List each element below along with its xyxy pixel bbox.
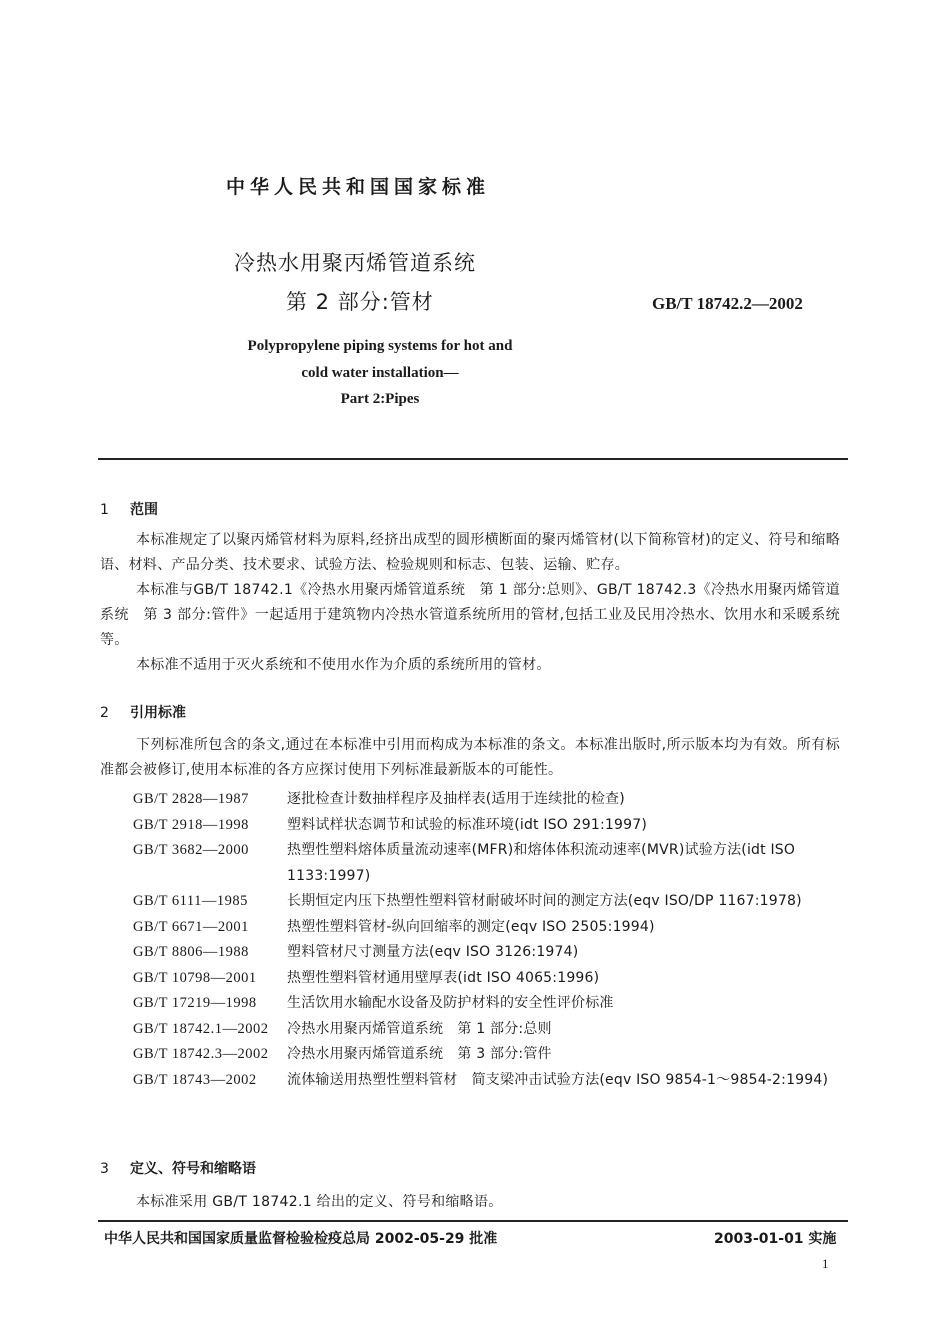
section-1-body bbox=[100, 528, 840, 678]
section-3-body bbox=[100, 1190, 840, 1215]
reference-item bbox=[133, 991, 853, 1017]
section-2-heading bbox=[100, 702, 186, 722]
reference-title: 冷热水用聚丙烯管道系统 第 1 部分:总则 bbox=[287, 1020, 552, 1037]
section-2-intro-text: 下列标准所包含的条文,通过在本标准中引用而构成为本标准的条文。本标准出版时,所示版本均为有效。所有标准都会被修订,使用本标准的各方应探讨使用下列标准最新版本的可能性。 bbox=[100, 737, 840, 778]
reference-item bbox=[133, 813, 853, 839]
section-3-para: 本标准采用 GB/T 18742.1 给出的定义、符号和缩略语。 bbox=[136, 1194, 503, 1210]
reference-title: 冷热水用聚丙烯管道系统 第 3 部分:管件 bbox=[287, 1046, 552, 1062]
reference-code: GB/T 18743—2002 bbox=[133, 1071, 257, 1088]
title-en bbox=[210, 333, 550, 413]
bottom-divider bbox=[98, 1220, 848, 1222]
reference-item bbox=[133, 838, 853, 889]
reference-title: 热塑性塑料熔体质量流动速率(MFR)和熔体体积流动速率(MVR)试验方法(idt ISO 1133:1997) bbox=[287, 842, 796, 884]
reference-item bbox=[133, 1042, 853, 1068]
section-2-intro bbox=[100, 733, 840, 783]
national-standard-header: 中华人民共和国国家标准 bbox=[226, 176, 491, 198]
reference-title: 热塑性塑料管材-纵向回缩率的测定(eqv ISO 2505:1994) bbox=[287, 918, 655, 935]
section-2-number: 2 bbox=[100, 705, 109, 721]
section-2-title: 引用标准 bbox=[130, 705, 186, 721]
section-1-heading bbox=[100, 499, 158, 519]
section-3-number: 3 bbox=[100, 1161, 109, 1177]
reference-code: GB/T 2918—1998 bbox=[133, 816, 249, 833]
reference-code: GB/T 6671—2001 bbox=[133, 918, 249, 935]
section-3-heading bbox=[100, 1158, 256, 1178]
reference-item bbox=[133, 889, 853, 915]
reference-code: GB/T 10798—2001 bbox=[133, 969, 257, 986]
reference-title: 流体输送用热塑性塑料管材 简支梁冲击试验方法(eqv ISO 9854-1～9854-2:1994) bbox=[287, 1071, 829, 1088]
reference-code: GB/T 3682—2000 bbox=[133, 842, 249, 858]
title-en-line3: Part 2:Pipes bbox=[340, 391, 420, 407]
implementation-date: 2003-01-01 实施 bbox=[714, 1231, 837, 1247]
reference-code: GB/T 18742.1—2002 bbox=[133, 1020, 269, 1037]
reference-item bbox=[133, 1068, 853, 1094]
top-divider bbox=[98, 458, 848, 460]
reference-item bbox=[133, 966, 853, 992]
section-1-para-1: 本标准规定了以聚丙烯管材料为原料,经挤出成型的圆形横断面的聚丙烯管材(以下简称管材)的定义、符号和缩略语、材料、产品分类、技术要求、试验方法、检验规则和标志、包装、运输、贮存。 bbox=[100, 532, 840, 573]
reference-title: 塑料管材尺寸测量方法(eqv ISO 3126:1974) bbox=[287, 944, 579, 960]
standard-number: GB/T 18742.2—2002 bbox=[652, 294, 803, 313]
approval-line: 中华人民共和国国家质量监督检验检疫总局 2002-05-29 批准 bbox=[104, 1231, 498, 1247]
reference-item bbox=[133, 1017, 853, 1043]
title-cn-line1: 冷热水用聚丙烯管道系统 bbox=[234, 251, 476, 275]
reference-title: 生活饮用水输配水设备及防护材料的安全性评价标准 bbox=[287, 995, 614, 1011]
reference-code: GB/T 6111—1985 bbox=[133, 893, 248, 909]
section-1-para-3: 本标准不适用于灭火系统和不使用水作为介质的系统所用的管材。 bbox=[136, 657, 551, 673]
page-number: 1 bbox=[822, 1256, 829, 1271]
reference-code: GB/T 18742.3—2002 bbox=[133, 1046, 269, 1062]
reference-title: 热塑性塑料管材通用壁厚表(idt ISO 4065:1996) bbox=[287, 969, 600, 986]
title-cn-line2: 第 2 部分:管材 bbox=[286, 290, 434, 314]
reference-list bbox=[133, 787, 853, 1093]
section-3-title: 定义、符号和缩略语 bbox=[130, 1161, 256, 1177]
reference-code: GB/T 17219—1998 bbox=[133, 995, 257, 1011]
section-1-number: 1 bbox=[100, 502, 109, 518]
section-1-title: 范围 bbox=[130, 502, 158, 518]
reference-item bbox=[133, 940, 853, 966]
section-1-para-2: 本标准与GB/T 18742.1《冷热水用聚丙烯管道系统 第 1 部分:总则》、GB/T 18742.3《冷热水用聚丙烯管道系统 第 3 部分:管件》一起适用于建筑物内冷热水管道系统所用的管材,包括工业及民用冷热水、饮用水和采暖系统等。 bbox=[100, 582, 840, 648]
title-en-line2: cold water installation— bbox=[301, 364, 459, 381]
reference-item bbox=[133, 787, 853, 813]
title-en-line1: Polypropylene piping systems for hot and bbox=[247, 338, 513, 354]
reference-title: 塑料试样状态调节和试验的标准环境(idt ISO 291:1997) bbox=[287, 816, 647, 833]
reference-code: GB/T 2828—1987 bbox=[133, 791, 249, 807]
reference-title: 长期恒定内压下热塑性塑料管材耐破坏时间的测定方法(eqv ISO/DP 1167:1978) bbox=[287, 893, 802, 909]
reference-item bbox=[133, 915, 853, 941]
reference-code: GB/T 8806—1988 bbox=[133, 944, 249, 960]
reference-title: 逐批检查计数抽样程序及抽样表(适用于连续批的检查) bbox=[287, 791, 625, 807]
